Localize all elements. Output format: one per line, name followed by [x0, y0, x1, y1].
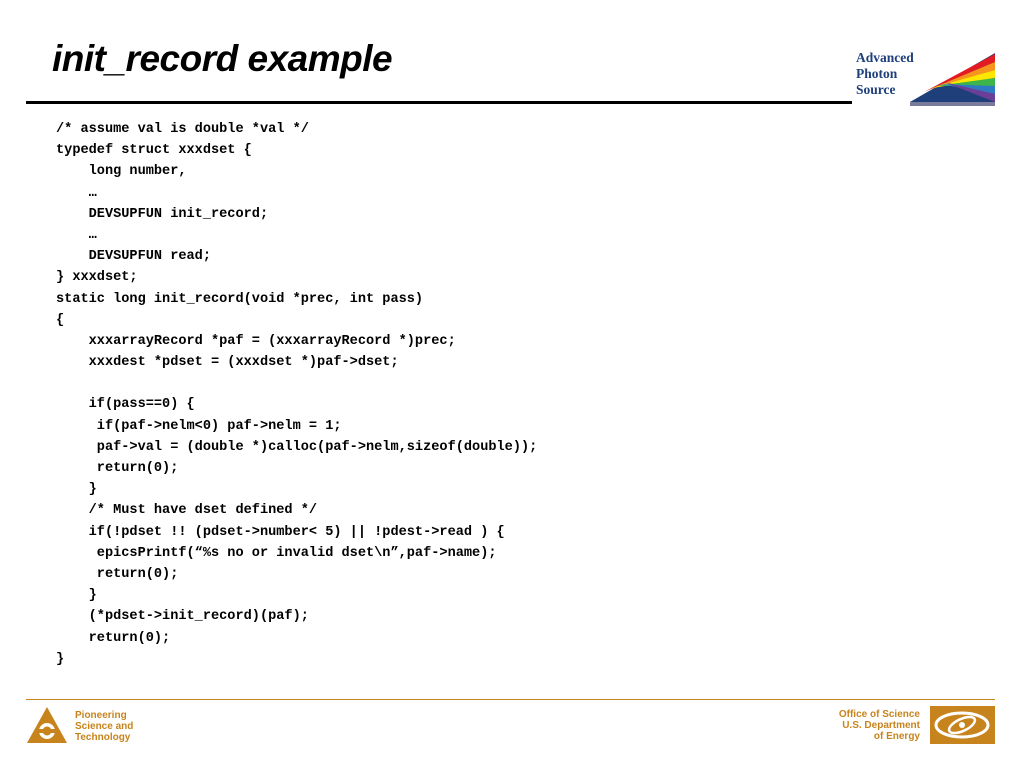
argonne-tagline-line: Technology [75, 732, 131, 743]
code-line: if(!pdset !! (pdset->number< 5) || !pdest->read ) { [56, 524, 505, 540]
aps-logo-line: Source [856, 82, 896, 97]
code-line: } [56, 651, 65, 667]
code-line: if(paf->nelm<0) paf->nelm = 1; [56, 418, 342, 434]
aps-logo [852, 48, 995, 106]
argonne-logo-icon [26, 706, 68, 744]
aps-logo-line: Photon [856, 66, 898, 81]
code-line: long number, [56, 164, 187, 180]
code-line: xxxarrayRecord *paf = (xxxarrayRecord *)prec; [56, 333, 456, 349]
footer-divider [26, 699, 995, 700]
code-line: { [56, 312, 65, 328]
code-line: if(pass==0) { [56, 397, 195, 413]
doe-caption [839, 709, 920, 742]
code-line: typedef struct xxxdset { [56, 143, 252, 159]
code-line: xxxdest *pdset = (xxxdset *)paf->dset; [56, 355, 399, 371]
code-line: static long init_record(void *prec, int pass) [56, 291, 424, 307]
argonne-tagline [75, 710, 133, 743]
doe-logo-icon [930, 706, 995, 744]
code-line: return(0); [56, 461, 179, 476]
code-line: /* Must have dset defined */ [56, 503, 318, 519]
code-line: /* assume val is double *val */ [56, 122, 309, 137]
code-line: (*pdset->init_record)(paf); [56, 609, 309, 625]
argonne-tagline-line: Pioneering [75, 710, 127, 721]
code-line: DEVSUPFUN read; [56, 249, 211, 265]
code-line: … [56, 227, 97, 243]
code-line: } [56, 588, 97, 604]
doe-caption-line: of Energy [873, 731, 920, 742]
code-line: return(0); [56, 630, 171, 646]
code-line: return(0); [56, 566, 179, 582]
aps-logo-line: Advanced [856, 50, 914, 65]
code-line: … [56, 185, 97, 201]
doe-caption-line: Office of Science [838, 709, 920, 720]
slide-title: init_record example [52, 38, 393, 79]
code-line: } xxxdset; [56, 270, 138, 286]
code-line: DEVSUPFUN init_record; [56, 206, 269, 222]
argonne-tagline-line: Science and [75, 721, 134, 732]
code-line: epicsPrintf(“%s no or invalid dset\n”,paf->name); [56, 545, 497, 561]
code-line: paf->val = (double *)calloc(paf->nelm,sizeof(double)); [56, 439, 538, 455]
title-divider [26, 101, 852, 104]
code-block [56, 119, 537, 670]
doe-caption-line: U.S. Department [842, 720, 920, 731]
code-line: } [56, 482, 97, 498]
code-line [56, 373, 537, 394]
